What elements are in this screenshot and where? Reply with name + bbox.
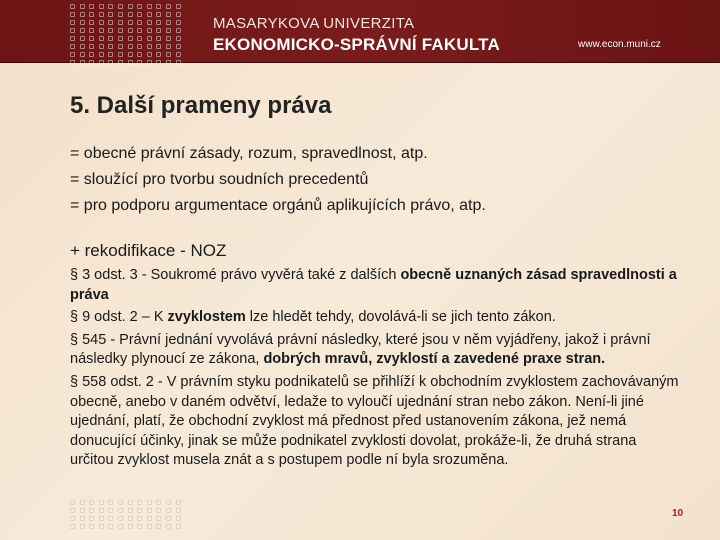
- pattern-dot: [80, 60, 85, 65]
- pattern-dot: [89, 52, 94, 57]
- slide-title: 5. Další prameny práva: [70, 92, 332, 119]
- pattern-dot: [166, 44, 171, 49]
- pattern-dot: [137, 44, 142, 49]
- pattern-dot: [166, 4, 171, 9]
- pattern-dot: [108, 12, 113, 17]
- pattern-dot: [176, 44, 181, 49]
- emphasized-text: dobrých mravů, zvyklostí a zavedené praxe stran.: [263, 351, 606, 368]
- pattern-dot: [156, 20, 161, 25]
- pattern-dot: [108, 52, 113, 57]
- pattern-dot: [70, 28, 75, 33]
- pattern-dot: [176, 508, 181, 513]
- pattern-dot: [147, 20, 152, 25]
- pattern-dot: [80, 508, 85, 513]
- pattern-dot: [89, 20, 94, 25]
- pattern-dot: [156, 36, 161, 41]
- pattern-dot: [70, 60, 75, 65]
- faculty-url: www.econ.muni.cz: [578, 39, 661, 50]
- pattern-dot: [147, 36, 152, 41]
- pattern-dot: [108, 28, 113, 33]
- pattern-dot: [80, 36, 85, 41]
- definition-line: = pro podporu argumentace orgánů aplikujících právo, atp.: [70, 197, 486, 214]
- pattern-dot: [128, 52, 133, 57]
- pattern-dot: [89, 500, 94, 505]
- pattern-dot: [70, 524, 75, 529]
- pattern-dot: [147, 524, 152, 529]
- pattern-dot: [128, 516, 133, 521]
- pattern-dot: [128, 500, 133, 505]
- pattern-dot: [137, 28, 142, 33]
- pattern-dot: [70, 508, 75, 513]
- definition-line: = obecné právní zásady, rozum, spravedlnost, atp.: [70, 145, 428, 162]
- pattern-dot: [89, 60, 94, 65]
- pattern-dot: [147, 500, 152, 505]
- pattern-dot: [176, 60, 181, 65]
- pattern-dot: [99, 60, 104, 65]
- pattern-dot: [118, 52, 123, 57]
- pattern-dot: [156, 52, 161, 57]
- pattern-dot: [80, 524, 85, 529]
- pattern-dot: [176, 20, 181, 25]
- pattern-dot: [108, 516, 113, 521]
- pattern-dot: [89, 524, 94, 529]
- pattern-dot: [166, 36, 171, 41]
- pattern-dot: [137, 36, 142, 41]
- page-number: 10: [672, 508, 684, 519]
- pattern-dot: [70, 500, 75, 505]
- paragraph-text: § 3 odst. 3 - Soukromé právo vyvěrá také z dalších: [70, 267, 401, 283]
- pattern-dot: [128, 508, 133, 513]
- pattern-dot: [156, 516, 161, 521]
- pattern-dot: [176, 36, 181, 41]
- pattern-dot: [137, 52, 142, 57]
- pattern-dot: [108, 36, 113, 41]
- pattern-dot: [176, 12, 181, 17]
- pattern-dot: [156, 524, 161, 529]
- pattern-dot: [137, 4, 142, 9]
- pattern-dot: [108, 500, 113, 505]
- pattern-dot: [80, 12, 85, 17]
- pattern-dot: [166, 516, 171, 521]
- pattern-dot: [156, 508, 161, 513]
- pattern-dot: [118, 60, 123, 65]
- pattern-dot: [128, 524, 133, 529]
- pattern-dot: [147, 52, 152, 57]
- definition-lines: [70, 141, 486, 219]
- pattern-dot: [118, 20, 123, 25]
- pattern-dot: [147, 4, 152, 9]
- pattern-dot: [166, 60, 171, 65]
- pattern-dot: [80, 28, 85, 33]
- pattern-dot: [89, 516, 94, 521]
- pattern-dot: [70, 20, 75, 25]
- pattern-dot: [80, 20, 85, 25]
- logo-pattern: [70, 4, 186, 65]
- pattern-dot: [118, 44, 123, 49]
- pattern-dot: [80, 52, 85, 57]
- paragraph-text: lze hledět tehdy, dovolává-li se jich tento zákon.: [245, 309, 556, 326]
- pattern-dot: [137, 60, 142, 65]
- pattern-dot: [147, 28, 152, 33]
- pattern-dot: [118, 4, 123, 9]
- subheading: + rekodifikace - NOZ: [70, 241, 227, 260]
- pattern-dot: [166, 12, 171, 17]
- pattern-dot: [108, 4, 113, 9]
- pattern-dot: [166, 524, 171, 529]
- pattern-dot: [147, 60, 152, 65]
- pattern-dot: [70, 12, 75, 17]
- pattern-dot: [108, 508, 113, 513]
- pattern-dot: [89, 4, 94, 9]
- pattern-dot: [89, 44, 94, 49]
- pattern-dot: [99, 4, 104, 9]
- pattern-dot: [166, 52, 171, 57]
- pattern-dot: [70, 52, 75, 57]
- pattern-dot: [89, 12, 94, 17]
- pattern-dot: [99, 28, 104, 33]
- pattern-dot: [128, 28, 133, 33]
- pattern-dot: [118, 500, 123, 505]
- pattern-dot: [166, 20, 171, 25]
- pattern-dot: [70, 44, 75, 49]
- pattern-dot: [80, 44, 85, 49]
- pattern-dot: [118, 36, 123, 41]
- pattern-dot: [156, 12, 161, 17]
- pattern-dot: [147, 12, 152, 17]
- pattern-dot: [176, 500, 181, 505]
- emphasized-text: obecně uznaných zásad spravedlnosti a práva: [70, 267, 677, 303]
- pattern-dot: [176, 524, 181, 529]
- pattern-dot: [166, 500, 171, 505]
- pattern-dot: [128, 44, 133, 49]
- pattern-dot: [147, 44, 152, 49]
- pattern-dot: [89, 28, 94, 33]
- pattern-dot: [147, 516, 152, 521]
- pattern-dot: [166, 28, 171, 33]
- law-paragraph: [70, 266, 680, 305]
- pattern-dot: [176, 516, 181, 521]
- pattern-dot: [137, 500, 142, 505]
- pattern-dot: [118, 524, 123, 529]
- pattern-dot: [166, 508, 171, 513]
- definition-line: = sloužící pro tvorbu soudních precedentů: [70, 171, 369, 188]
- paragraph-text: § 545 - Právní jednání vyvolává právní následky, které jsou v něm vyjádřeny, jakož i právní následky plynoucí ze zákona,: [70, 331, 651, 368]
- pattern-dot: [176, 28, 181, 33]
- pattern-dot: [108, 20, 113, 25]
- pattern-dot: [99, 36, 104, 41]
- pattern-dot: [156, 44, 161, 49]
- pattern-dot: [118, 28, 123, 33]
- law-paragraph: [70, 331, 680, 370]
- pattern-dot: [118, 508, 123, 513]
- pattern-dot: [176, 4, 181, 9]
- slide-header: [0, 0, 720, 63]
- faculty-name: EKONOMICKO-SPRÁVNÍ FAKULTA: [213, 35, 500, 54]
- pattern-dot: [128, 20, 133, 25]
- law-paragraph: [70, 308, 680, 328]
- pattern-dot: [108, 44, 113, 49]
- pattern-dot: [137, 516, 142, 521]
- pattern-dot: [70, 516, 75, 521]
- pattern-dot: [118, 12, 123, 17]
- pattern-dot: [156, 4, 161, 9]
- paragraph-text: § 9 odst. 2 – K: [70, 309, 168, 326]
- pattern-dot: [147, 508, 152, 513]
- pattern-dot: [99, 516, 104, 521]
- pattern-dot: [80, 500, 85, 505]
- pattern-dot: [70, 36, 75, 41]
- pattern-dot: [128, 4, 133, 9]
- university-name: MASARYKOVA UNIVERZITA: [213, 15, 415, 32]
- paragraph-text: § 558 odst. 2 - V právním styku podnikatelů se přihlíží k obchodním zvyklostem zachovávaným obecně, anebo v daném odvětví, ledaže to vyloučí ujednání stran nebo zákon. Není-li jiné ujednání, platí, že obchodní zvyklost má přednost před ustanovením zákona, jež nemá donucující účinky, jinak se může podnikatel zvyklosti dovolat, prokáže-li, že druhá strana určitou zvyklost musela znát a s postupem podle ní byla srozuměna.: [70, 373, 679, 469]
- pattern-dot: [99, 52, 104, 57]
- pattern-dot: [108, 524, 113, 529]
- pattern-dot: [156, 60, 161, 65]
- pattern-dot: [99, 524, 104, 529]
- pattern-dot: [128, 36, 133, 41]
- pattern-dot: [118, 516, 123, 521]
- pattern-dot: [137, 508, 142, 513]
- emphasized-text: zvyklostem: [167, 309, 246, 326]
- pattern-dot: [99, 44, 104, 49]
- pattern-dot: [89, 508, 94, 513]
- pattern-dot: [156, 500, 161, 505]
- pattern-dot: [156, 28, 161, 33]
- pattern-dot: [99, 12, 104, 17]
- background-pattern: [70, 500, 186, 529]
- pattern-dot: [137, 12, 142, 17]
- pattern-dot: [80, 4, 85, 9]
- pattern-dot: [176, 52, 181, 57]
- pattern-dot: [99, 500, 104, 505]
- pattern-dot: [128, 60, 133, 65]
- pattern-dot: [99, 20, 104, 25]
- pattern-dot: [99, 508, 104, 513]
- pattern-dot: [70, 4, 75, 9]
- law-paragraph: [70, 373, 680, 471]
- pattern-dot: [137, 20, 142, 25]
- pattern-dot: [108, 60, 113, 65]
- pattern-dot: [128, 12, 133, 17]
- pattern-dot: [89, 36, 94, 41]
- law-paragraphs: [70, 266, 680, 474]
- pattern-dot: [80, 516, 85, 521]
- pattern-dot: [137, 524, 142, 529]
